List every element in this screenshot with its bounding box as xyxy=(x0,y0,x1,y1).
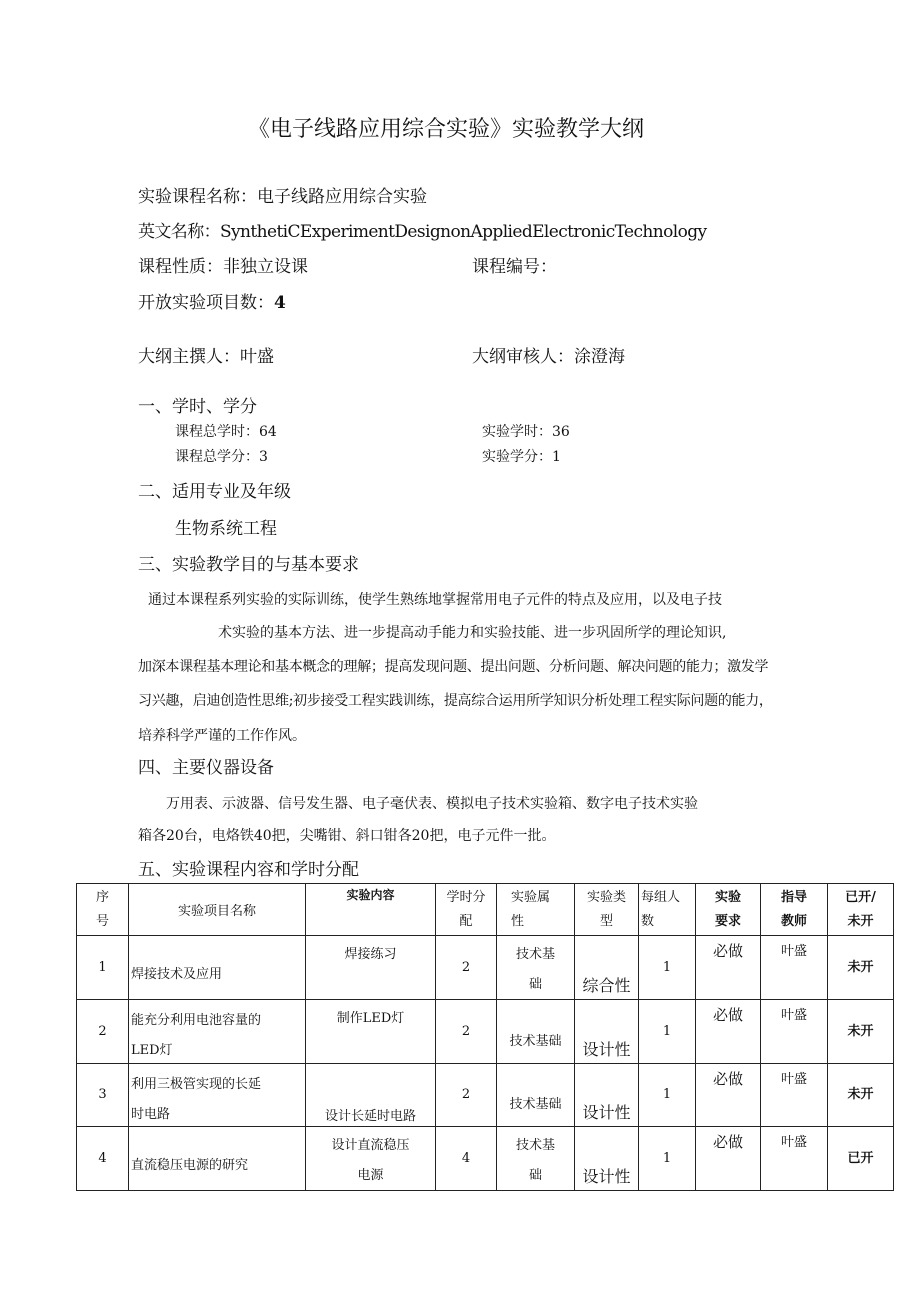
table-row xyxy=(77,936,894,1000)
cell-type xyxy=(575,936,639,1000)
cell-text: 综合性 xyxy=(582,975,631,995)
cell-content xyxy=(306,936,436,1000)
header-requirement xyxy=(696,884,761,936)
cell-requirement xyxy=(696,936,761,1000)
table-header-row xyxy=(77,884,894,936)
section-5-heading: 五、实验课程内容和学时分配 xyxy=(138,860,359,880)
cell-project-name xyxy=(129,936,306,1000)
cell-text: 焊接练习 xyxy=(344,947,397,962)
cell-attribute xyxy=(497,1127,575,1191)
header-hours xyxy=(436,884,497,936)
cell-text: 未开 xyxy=(847,960,874,975)
cell-text: 制作LED灯 xyxy=(336,1011,405,1026)
cell-seq xyxy=(77,1127,129,1191)
header-teacher xyxy=(761,884,828,936)
cell-attribute xyxy=(497,936,575,1000)
cell-status xyxy=(828,1127,894,1191)
header-type xyxy=(575,884,639,936)
course-name: 实验课程名称：电子线路应用综合实验 xyxy=(138,187,427,207)
objective-line: 培养科学严谨的工作作风。 xyxy=(138,728,306,744)
document-title: 《电子线路应用综合实验》实验教学大纲 xyxy=(248,117,645,142)
equipment-line: 箱各20台，电烙铁40把，尖嘴钳、斜口钳各20把，电子元件一批。 xyxy=(138,828,556,844)
cell-teacher xyxy=(761,1000,828,1064)
cell-hours xyxy=(436,936,497,1000)
cell-hours xyxy=(436,1000,497,1064)
cell-group-size xyxy=(639,936,696,1000)
objective-line: 通过本课程系列实验的实际训练，使学生熟练地掌握常用电子元件的特点及应用，以及电子技 xyxy=(148,592,722,608)
cell-text: 2 xyxy=(98,1024,107,1039)
cell-hours xyxy=(436,1064,497,1127)
objective-line: 术实验的基本方法、进一步提高动手能力和实验技能、进一步巩固所学的理论知识, xyxy=(218,625,727,641)
cell-content xyxy=(306,1064,436,1127)
cell-text: 必做 xyxy=(712,942,743,960)
cell-type xyxy=(575,1127,639,1191)
cell-text: 必做 xyxy=(712,1133,743,1151)
cell-group-size xyxy=(639,1127,696,1191)
cell-text: 未开 xyxy=(847,1024,874,1039)
cell-text: 2 xyxy=(461,960,471,975)
cell-text: 4 xyxy=(98,1151,107,1166)
cell-text: 技术基 础 xyxy=(515,1138,555,1183)
open-count xyxy=(138,295,286,312)
course-nature: 课程性质：非独立设课 xyxy=(138,257,308,277)
cell-text: 学时分 配 xyxy=(446,890,486,930)
section-4-heading: 四、主要仪器设备 xyxy=(138,758,274,778)
cell-text: 叶盛 xyxy=(780,1072,807,1087)
cell-text: 已开 xyxy=(847,1151,874,1166)
header-attribute xyxy=(497,884,575,936)
cell-text: 焊接技术及应用 xyxy=(131,967,223,982)
cell-text: 实验类 型 xyxy=(586,890,626,930)
cell-status xyxy=(828,1064,894,1127)
cell-hours xyxy=(436,1127,497,1191)
cell-text: 实验项目名称 xyxy=(177,904,256,919)
equipment-line: 万用表、示波器、信号发生器、电子毫伏表、模拟电子技术实验箱、数字电子技术实验 xyxy=(166,796,698,812)
cell-text: 每组人 数 xyxy=(641,890,681,930)
cell-attribute xyxy=(497,1064,575,1127)
cell-text: 1 xyxy=(662,1087,672,1102)
cell-text: 2 xyxy=(461,1087,471,1102)
cell-type xyxy=(575,1064,639,1127)
cell-group-size xyxy=(639,1000,696,1064)
total-credits: 课程总学分：3 xyxy=(175,449,268,465)
course-content-table xyxy=(76,883,894,1191)
header-status xyxy=(828,884,894,936)
cell-text: 设计长延时电路 xyxy=(324,1109,416,1124)
objective-line: 习兴趣，启迪创造性思维;初步接受工程实践训练，提高综合运用所学知识分析处理工程实际问题的能力， xyxy=(138,693,773,709)
section-3-heading: 三、实验教学目的与基本要求 xyxy=(138,555,359,575)
cell-text: 指导 教师 xyxy=(780,890,807,930)
section-1-heading: 一、学时、学分 xyxy=(138,397,257,417)
cell-text: 实验属 性 xyxy=(511,890,551,930)
cell-group-size xyxy=(639,1064,696,1127)
open-count-label: 开放实验项目数： xyxy=(138,293,274,313)
cell-text: 技术基 础 xyxy=(515,947,555,992)
cell-text: 能充分利用电池容量的 LED灯 xyxy=(131,1013,262,1058)
cell-text: 必做 xyxy=(712,1070,743,1088)
cell-text: 设计性 xyxy=(582,1039,631,1059)
cell-text: 利用三极管实现的长延 时电路 xyxy=(131,1077,262,1122)
table-row xyxy=(77,1000,894,1064)
cell-text: 1 xyxy=(662,1024,672,1039)
table-row xyxy=(77,1127,894,1191)
cell-text: 序 号 xyxy=(95,890,109,930)
cell-text: 1 xyxy=(662,960,672,975)
cell-text: 设计性 xyxy=(582,1102,631,1122)
cell-status xyxy=(828,936,894,1000)
header-content xyxy=(306,884,436,936)
cell-requirement xyxy=(696,1000,761,1064)
cell-text: 2 xyxy=(461,1024,471,1039)
section-2-heading: 二、适用专业及年级 xyxy=(138,482,291,502)
cell-text: 实验内容 xyxy=(346,888,395,902)
cell-type xyxy=(575,1000,639,1064)
cell-text: 1 xyxy=(662,1151,672,1166)
cell-text: 技术基础 xyxy=(509,1034,562,1050)
cell-text: 实验 要求 xyxy=(714,890,741,930)
lab-hours: 实验学时：36 xyxy=(482,424,570,440)
cell-attribute xyxy=(497,1000,575,1064)
cell-teacher xyxy=(761,1064,828,1127)
course-code: 课程编号： xyxy=(472,257,557,277)
reviewer: 大纲审核人：涂澄海 xyxy=(472,347,625,367)
cell-text: 叶盛 xyxy=(780,1008,807,1023)
author: 大纲主撰人：叶盛 xyxy=(138,347,274,367)
cell-text: 直流稳压电源的研究 xyxy=(131,1158,249,1173)
cell-requirement xyxy=(696,1064,761,1127)
cell-project-name xyxy=(129,1064,306,1127)
cell-seq xyxy=(77,1064,129,1127)
cell-text: 叶盛 xyxy=(780,944,807,959)
cell-text: 4 xyxy=(461,1151,471,1166)
header-seq xyxy=(77,884,129,936)
cell-text: 已开/ 未开 xyxy=(845,890,876,930)
major: 生物系统工程 xyxy=(175,519,277,539)
cell-status xyxy=(828,1000,894,1064)
cell-text: 3 xyxy=(98,1087,107,1102)
header-group-size xyxy=(639,884,696,936)
cell-project-name xyxy=(129,1000,306,1064)
cell-text: 叶盛 xyxy=(780,1135,807,1150)
cell-text: 技术基础 xyxy=(509,1097,562,1113)
cell-project-name xyxy=(129,1127,306,1191)
cell-content xyxy=(306,1127,436,1191)
header-project-name xyxy=(129,884,306,936)
lab-credits: 实验学分：1 xyxy=(482,449,561,465)
cell-text: 1 xyxy=(98,960,107,975)
table-row xyxy=(77,1064,894,1127)
total-hours: 课程总学时：64 xyxy=(175,424,277,440)
cell-teacher xyxy=(761,936,828,1000)
cell-seq xyxy=(77,1000,129,1064)
open-count-value: 4 xyxy=(274,293,286,313)
cell-seq xyxy=(77,936,129,1000)
cell-teacher xyxy=(761,1127,828,1191)
cell-text: 未开 xyxy=(847,1087,874,1102)
cell-text: 设计性 xyxy=(582,1166,631,1186)
cell-content xyxy=(306,1000,436,1064)
cell-text: 设计直流稳压 电源 xyxy=(331,1138,410,1183)
cell-requirement xyxy=(696,1127,761,1191)
objective-line: 加深本课程基本理论和基本概念的理解；提高发现问题、提出问题、分析问题、解决问题的能力；激发学 xyxy=(138,659,769,675)
english-name: 英文名称：SynthetiCExperimentDesignonAppliedElectronicTechnology xyxy=(138,222,707,242)
cell-text: 必做 xyxy=(712,1006,743,1024)
